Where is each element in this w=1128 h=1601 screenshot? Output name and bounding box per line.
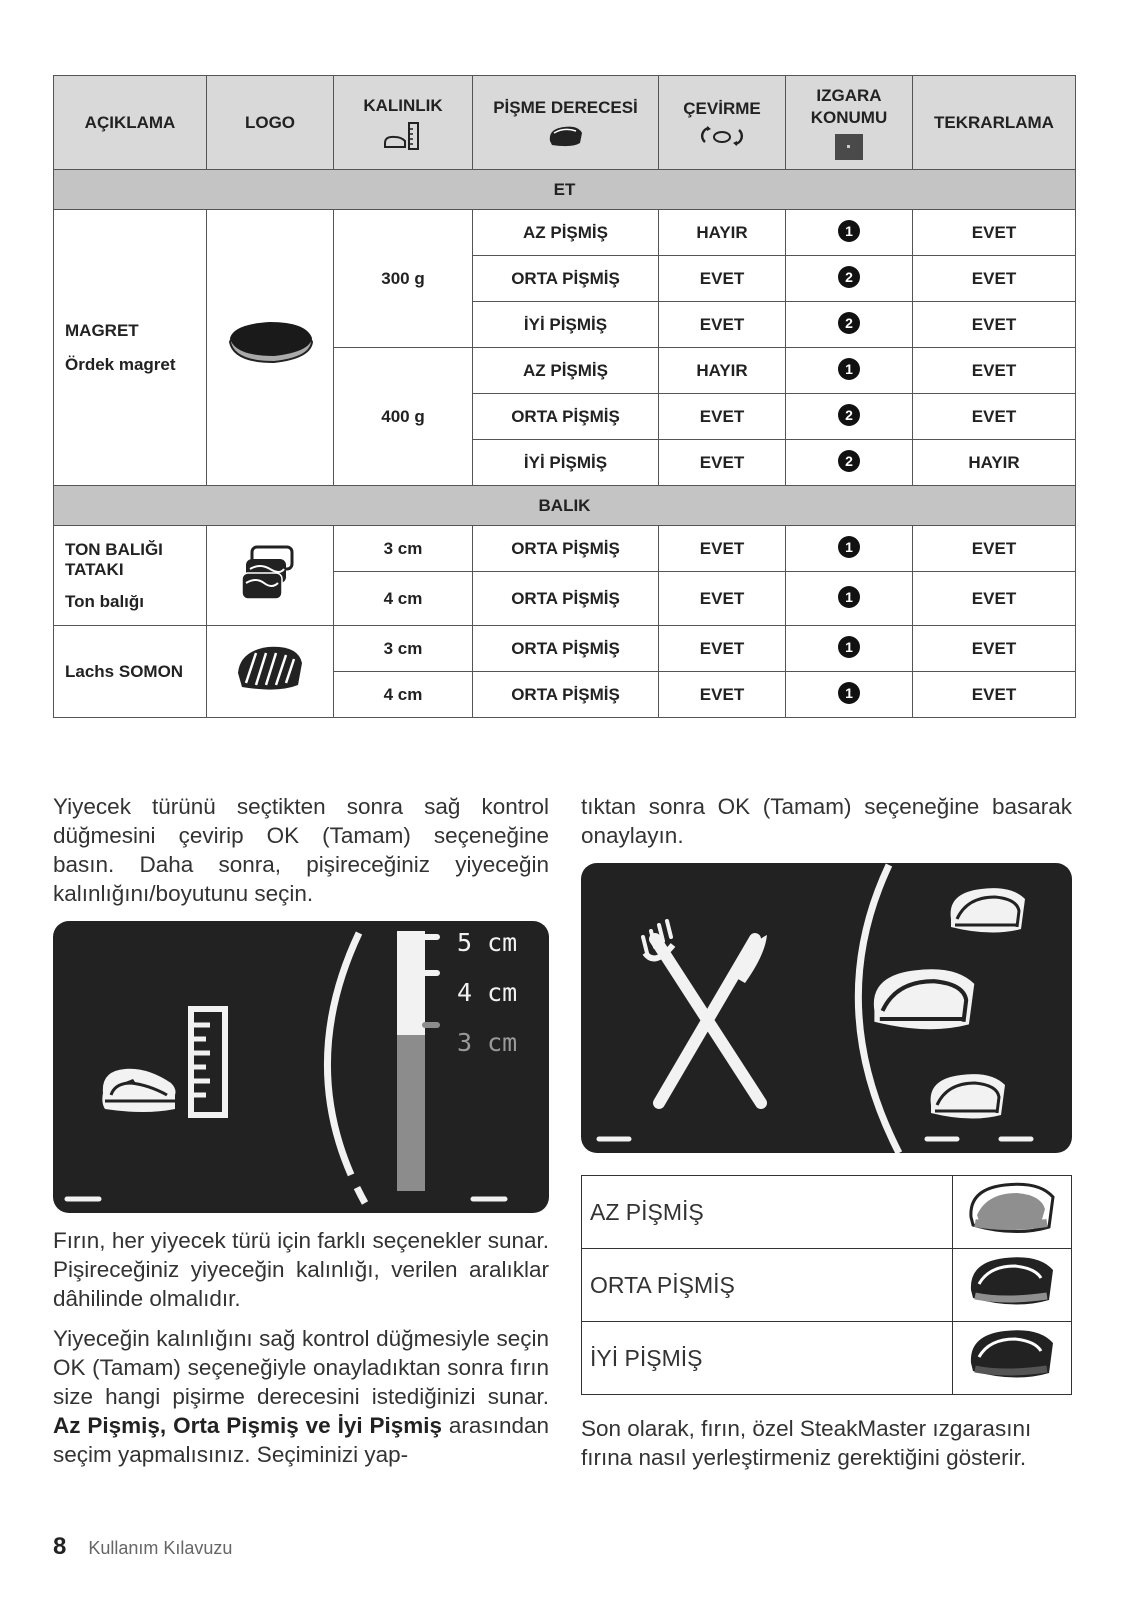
steak-well-icon: [967, 1327, 1057, 1383]
header-turn-label: ÇEVİRME: [683, 98, 761, 118]
section-row-fish: [54, 486, 1076, 526]
doneness-cell: ORTA PİŞMİŞ: [473, 394, 659, 440]
position-badge: 1: [838, 220, 860, 242]
turn-cell: EVET: [659, 572, 786, 626]
thickness-cell: 3 cm: [334, 626, 473, 672]
repeat-cell: EVET: [913, 526, 1076, 572]
position-cell: [786, 302, 913, 348]
position-cell: [786, 256, 913, 302]
option-5cm: 5 cm: [457, 928, 518, 957]
section-fish: BALIK: [54, 486, 1076, 526]
doneness-cell: İYİ PİŞMİŞ: [473, 302, 659, 348]
legend-row-rare: [582, 1176, 1072, 1249]
header-grill-line2: KONUMU: [810, 107, 888, 127]
doneness-cell: ORTA PİŞMİŞ: [473, 572, 659, 626]
legend-row-well: [582, 1322, 1072, 1395]
steak-well-icon: [931, 1074, 1005, 1118]
repeat-cell: EVET: [913, 256, 1076, 302]
turn-cell: HAYIR: [659, 210, 786, 256]
paragraph-doneness-bold: Az Pişmiş, Orta Pişmiş ve İyi Pişmiş: [53, 1413, 443, 1438]
thickness-cell: 3 cm: [334, 526, 473, 572]
turn-cell: EVET: [659, 672, 786, 718]
magret-subname: Ördek magret: [65, 354, 176, 374]
selector-arc: [327, 933, 365, 1203]
thickness-display-panel: [53, 921, 549, 1213]
cooking-table: [53, 75, 1076, 718]
position-badge: 1: [838, 536, 860, 558]
steak-medium-icon: [967, 1254, 1057, 1310]
doneness-cell: AZ PİŞMİŞ: [473, 210, 659, 256]
steak-rare-icon: [951, 888, 1025, 932]
option-4cm: 4 cm: [457, 978, 518, 1007]
position-badge: 1: [838, 586, 860, 608]
header-logo: LOGO: [207, 76, 334, 170]
position-badge: 1: [838, 358, 860, 380]
magret-name: MAGRET: [65, 320, 139, 340]
tuna-logo: [207, 526, 334, 626]
position-badge: 2: [838, 266, 860, 288]
doneness-cell: ORTA PİŞMİŞ: [473, 672, 659, 718]
tuna-description: [54, 526, 207, 626]
footer-title: Kullanım Kılavuzu: [88, 1538, 233, 1558]
paragraph-select-thickness: Yiyecek türünü seçtikten sonra sağ kontrol düğmesini çevirip OK (Tamam) seçeneğine basın. Daha sonra, pişireceğiniz yiyeceğin kalınlığını/boyutunu seçin.: [53, 794, 549, 906]
position-badge: 2: [838, 450, 860, 472]
steak-medium-icon: [874, 969, 974, 1029]
position-cell: [786, 626, 913, 672]
position-cell: [786, 672, 913, 718]
position-badge: 2: [838, 404, 860, 426]
turn-cell: EVET: [659, 526, 786, 572]
doneness-cell: ORTA PİŞMİŞ: [473, 626, 659, 672]
legend-rare-icon-cell: [953, 1176, 1072, 1249]
paragraph-doneness-selection: [53, 1324, 549, 1469]
turn-steak-icon: [697, 124, 747, 148]
doneness-legend-table: [581, 1175, 1072, 1395]
steak-ruler-icon: [383, 121, 423, 151]
turn-cell: EVET: [659, 302, 786, 348]
thickness-display-graphic: [53, 921, 549, 1213]
position-cell: [786, 348, 913, 394]
header-thickness-label: KALINLIK: [363, 95, 443, 115]
repeat-cell: HAYIR: [913, 440, 1076, 486]
cutlery-icon: [643, 921, 767, 1103]
position-cell: [786, 394, 913, 440]
paragraph-doneness-text: Yiyeceğin kalınlığını sağ kontrol düğmesiyle seçin OK (Tamam) seçeneğiyle onayladıktan sonra fırın size hangi pişirme derecesini istediğinizi sunar.: [53, 1326, 549, 1409]
thickness-cell: 4 cm: [334, 572, 473, 626]
turn-cell: EVET: [659, 394, 786, 440]
grill-position-icon: [834, 133, 864, 161]
turn-cell: EVET: [659, 256, 786, 302]
section-meat: ET: [54, 170, 1076, 210]
repeat-cell: EVET: [913, 302, 1076, 348]
position-cell: [786, 210, 913, 256]
steak-rare-icon: [967, 1181, 1057, 1237]
doneness-cell: İYİ PİŞMİŞ: [473, 440, 659, 486]
header-doneness: [473, 76, 659, 170]
legend-medium-icon-cell: [953, 1249, 1072, 1322]
turn-cell: EVET: [659, 626, 786, 672]
doneness-cell: ORTA PİŞMİŞ: [473, 526, 659, 572]
position-cell: [786, 440, 913, 486]
repeat-cell: EVET: [913, 394, 1076, 440]
doneness-display-panel: [581, 863, 1072, 1153]
salmon-description: Lachs SOMON: [54, 626, 207, 718]
header-description: AÇIKLAMA: [54, 76, 207, 170]
thickness-cell: 4 cm: [334, 672, 473, 718]
tuna-steak-icon: [238, 543, 302, 603]
position-cell: [786, 572, 913, 626]
salmon-logo: [207, 626, 334, 718]
magret-weight-2: 400 g: [334, 348, 473, 486]
repeat-cell: EVET: [913, 210, 1076, 256]
table-row: [54, 210, 1076, 256]
header-grill-line1: IZGARA: [816, 85, 882, 105]
header-turn: [659, 76, 786, 170]
paragraph-options: Fırın, her yiyecek türü için farklı seçenekler sunar. Pişireceğiniz yiyeceğin kalınlığı, verilen aralıklar dâhilinde olmalıdır.: [53, 1228, 549, 1311]
magret-logo: [207, 210, 334, 486]
legend-medium-label: ORTA PİŞMİŞ: [582, 1249, 953, 1322]
header-thickness: [334, 76, 473, 170]
repeat-cell: EVET: [913, 348, 1076, 394]
tuna-name: TON BALIĞI TATAKI: [65, 539, 163, 579]
turn-cell: HAYIR: [659, 348, 786, 394]
page-footer: [53, 1533, 232, 1561]
header-doneness-label: PİŞME DERECESİ: [493, 97, 638, 117]
tuna-subname: Ton balığı: [65, 591, 145, 611]
steak-ruler-icon: [102, 1009, 225, 1115]
thickness-bar-fill: [397, 1035, 425, 1191]
page-number: 8: [53, 1533, 67, 1560]
duck-breast-icon: [224, 320, 316, 370]
doneness-cell: ORTA PİŞMİŞ: [473, 256, 659, 302]
paragraph-grill-placement: Son olarak, fırın, özel SteakMaster ızgarasını fırına nasıl yerleştirmeniz gerektiğini gösterir.: [581, 1416, 1032, 1470]
header-grill-position: [786, 76, 913, 170]
paragraph-doneness-end: arasından seçim yapmalısınız. Seçiminizi yap-: [53, 1413, 549, 1467]
option-3cm: 3 cm: [457, 1028, 518, 1057]
position-cell: [786, 526, 913, 572]
repeat-cell: EVET: [913, 626, 1076, 672]
position-badge: 2: [838, 312, 860, 334]
position-badge: 1: [838, 682, 860, 704]
table-row: [54, 526, 1076, 572]
legend-well-icon-cell: [953, 1322, 1072, 1395]
position-badge: 1: [838, 636, 860, 658]
header-repeat: TEKRARLAMA: [913, 76, 1076, 170]
magret-description: [54, 210, 207, 486]
turn-cell: EVET: [659, 440, 786, 486]
paragraph-confirm: tıktan sonra OK (Tamam) seçeneğine basarak onaylayın.: [581, 794, 1072, 848]
section-row-meat: [54, 170, 1076, 210]
legend-row-medium: [582, 1249, 1072, 1322]
repeat-cell: EVET: [913, 572, 1076, 626]
salmon-fillet-icon: [234, 643, 306, 695]
steak-icon: [546, 123, 586, 149]
doneness-display-graphic: [581, 863, 1072, 1153]
legend-rare-label: AZ PİŞMİŞ: [582, 1176, 953, 1249]
doneness-cell: AZ PİŞMİŞ: [473, 348, 659, 394]
legend-well-label: İYİ PİŞMİŞ: [582, 1322, 953, 1395]
magret-weight-1: 300 g: [334, 210, 473, 348]
table-header-row: [54, 76, 1076, 170]
repeat-cell: EVET: [913, 672, 1076, 718]
table-row: [54, 626, 1076, 672]
